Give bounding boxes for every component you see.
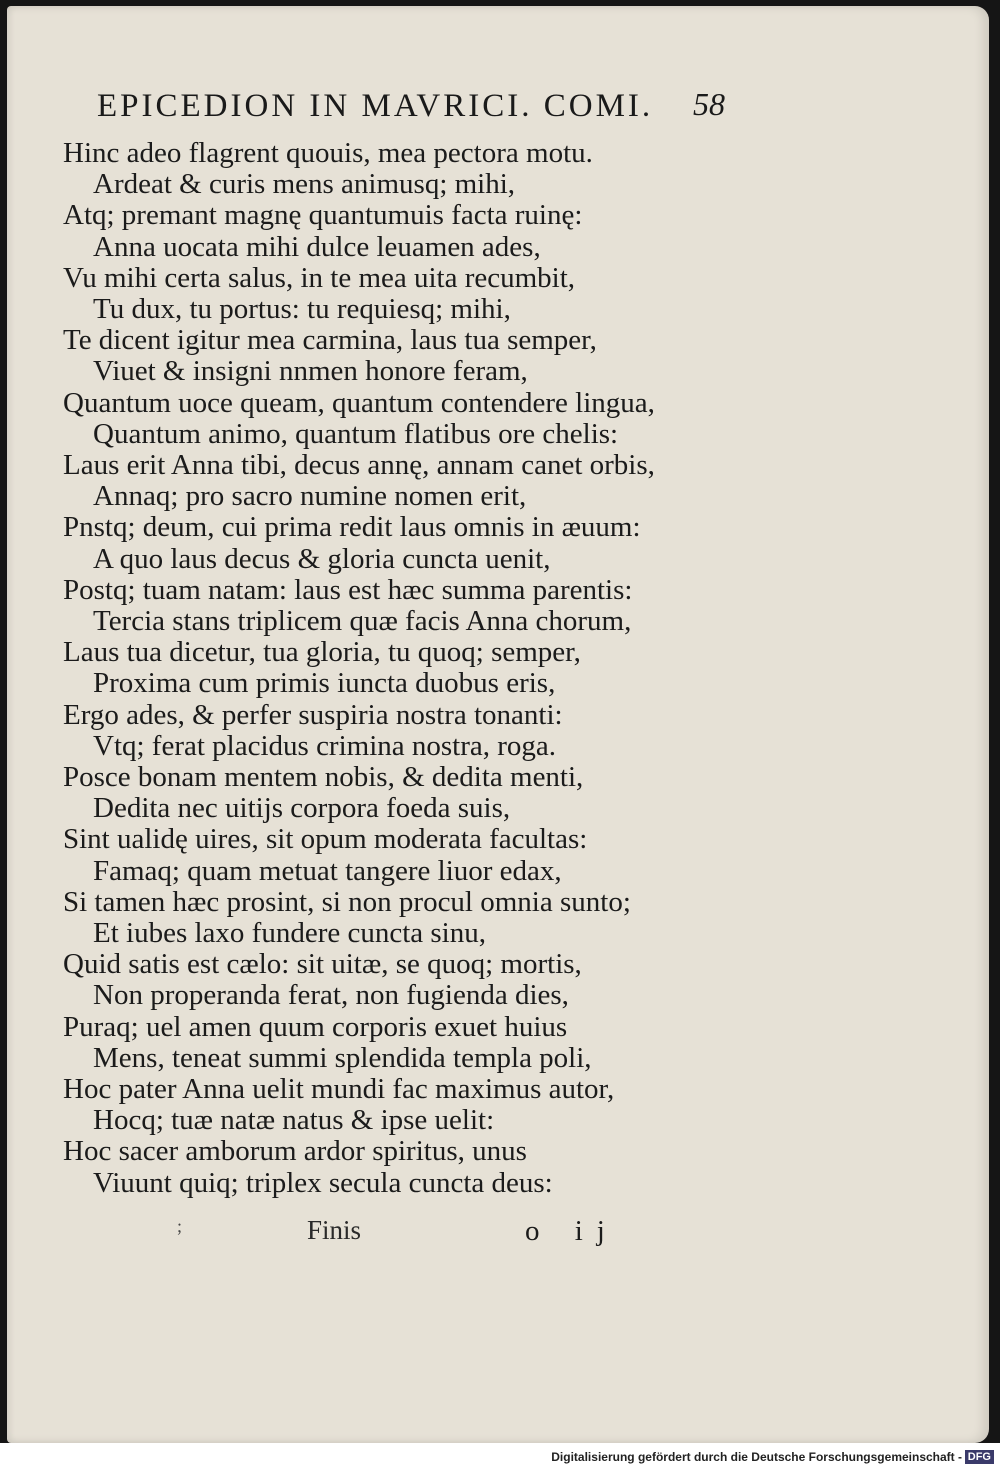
signature-mark: o ij — [525, 1215, 619, 1247]
finis-label: Finis — [307, 1215, 362, 1245]
verse-line: Puraq; uel amen quum corporis exuet huius — [63, 1010, 568, 1043]
margin-mark: ; — [177, 1216, 183, 1236]
folio-number: 58 — [693, 86, 725, 122]
verse-line: Posce bonam mentem nobis, & dedita menti, — [63, 761, 584, 793]
running-head: EPICEDION IN MAVRICI. COMI. — [97, 88, 654, 124]
verse-line: Hoc sacer amborum ardor spiritus, unus — [63, 1135, 527, 1168]
verse-line: Pnstq; deum, cui prima redit laus omnis in æuum: — [63, 511, 641, 544]
verse-line: Ardeat & curis mens animusq; mihi, — [93, 168, 516, 201]
verse-line: Et iubes laxo fundere cuncta sinu, — [93, 917, 486, 949]
verse-line: Mens, teneat summi splendida templa poli, — [93, 1041, 592, 1074]
verse-line: Quid satis est cælo: sit uitæ, se quoq; mortis, — [63, 948, 582, 981]
funding-notice: Digitalisierung gefördert durch die Deutsche Forschungsgemeinschaft - — [551, 1450, 962, 1464]
verse-line: Famaq; quam metuat tangere liuor edax, — [93, 854, 562, 887]
verse-line: Tu dux, tu portus: tu requiesq; mihi, — [93, 293, 511, 325]
verse-line: Vu mihi certa salus, in te mea uita recumbit, — [63, 261, 576, 294]
verse-line: Hocq; tuæ natæ natus & ipse uelit: — [93, 1104, 495, 1137]
verse-line: Proxima cum primis iuncta duobus eris, — [93, 667, 556, 700]
verse-line: Ergo ades, & perfer suspiria nostra tonanti: — [63, 698, 563, 731]
verse-line: Hinc adeo flagrent quouis, mea pectora motu. — [63, 137, 593, 169]
verse-line: Viuet & insigni nnmen honore feram, — [93, 355, 528, 388]
digitization-footer — [0, 1443, 1000, 1473]
verse-line: Vtq; ferat placidus crimina nostra, roga. — [93, 729, 557, 762]
verse-line: Annaq; pro sacro numine nomen erit, — [93, 480, 527, 513]
verse-line: Laus erit Anna tibi, decus annę, annam canet orbis, — [63, 449, 655, 481]
verse-line: A quo laus decus & gloria cuncta uenit, — [93, 542, 551, 575]
book-page — [7, 6, 989, 1443]
dfg-logo: DFG — [965, 1450, 994, 1464]
verse-line: Si tamen hæc prosint, si non procul omnia sunto; — [63, 885, 631, 918]
verse-line: Quantum uoce queam, quantum contendere lingua, — [63, 386, 655, 419]
verse-line: Laus tua dicetur, tua gloria, tu quoq; semper, — [63, 636, 581, 669]
verse-line: Anna uocata mihi dulce leuamen ades, — [93, 230, 541, 263]
verse-line: Sint ualidę uires, sit opum moderata facultas: — [63, 823, 588, 856]
verse-line: Viuunt quiq; triplex secula cuncta deus: — [93, 1166, 553, 1199]
verse-line: Non properanda ferat, non fugienda dies, — [93, 979, 569, 1012]
verse-line: Quantum animo, quantum flatibus ore chelis: — [93, 417, 619, 450]
verse-line: Hoc pater Anna uelit mundi fac maximus autor, — [63, 1073, 615, 1105]
verse-line: Dedita nec uitijs corpora foeda suis, — [93, 792, 511, 825]
verse-line: Postq; tuam natam: laus est hæc summa parentis: — [63, 573, 633, 606]
verse-line: Tercia stans triplicem quæ facis Anna chorum, — [93, 605, 632, 637]
verse-line: Atq; premant magnę quantumuis facta ruinę: — [63, 199, 583, 232]
verse-line: Te dicent igitur mea carmina, laus tua semper, — [63, 324, 597, 357]
